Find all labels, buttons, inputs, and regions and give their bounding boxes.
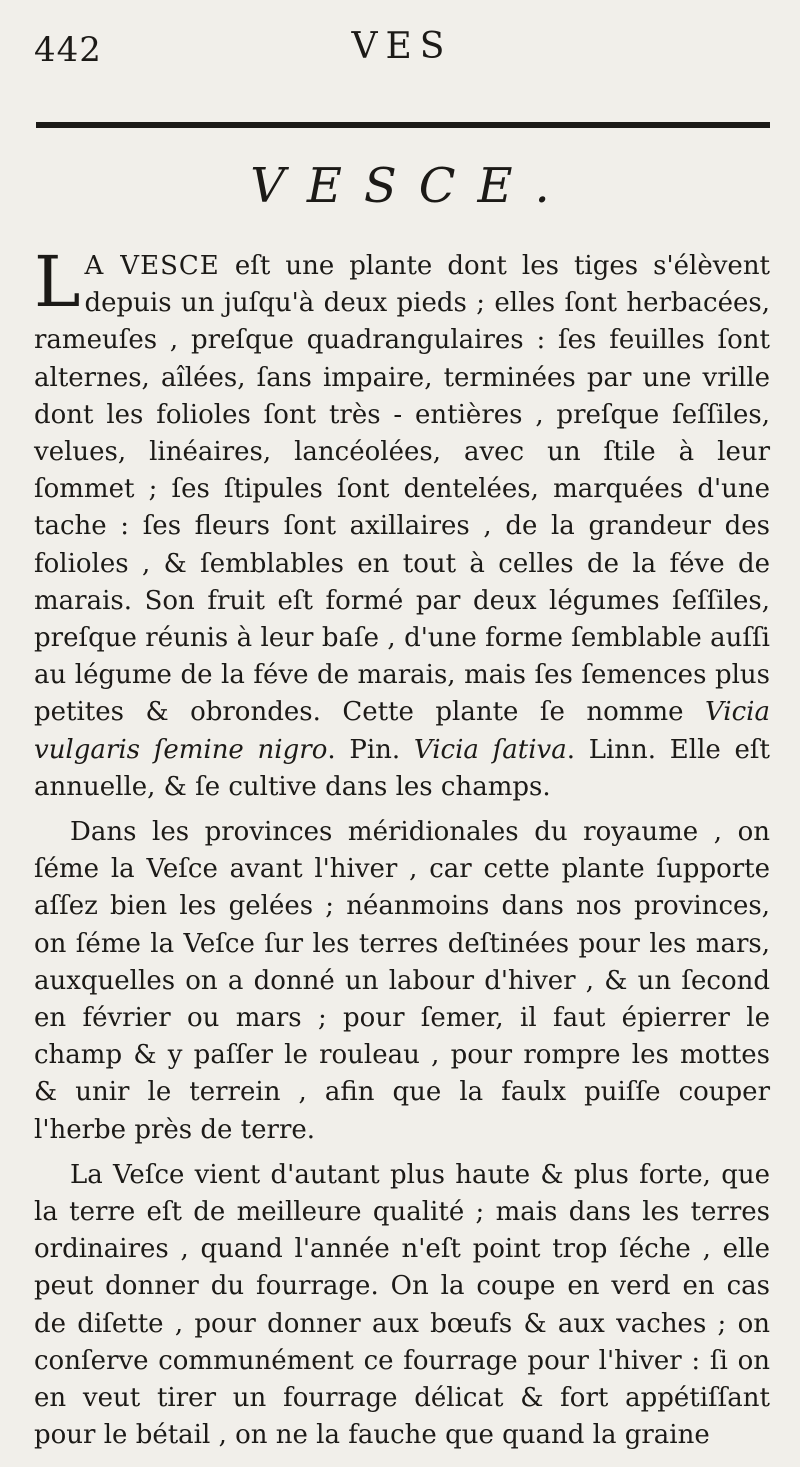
- paragraph-1-text-a: eſt une plante dont les tiges s'élèvent depuis un juſqu'à deux pieds ; elles ſont herbacées, rameuſes , preſque quadrangulaires : ſes feuilles ſont alternes, aîlées, ſans impaire, terminées par une vrille dont les folioles ſont très - entières , preſque ſeſſiles, velues, linéaires, lancéolées, avec un ſtile à leur ſommet ; ſes ſtipules ſont dentelées, marquées d'une tache : ſes fleurs ſont axillaires , de la grandeur des folioles , & ſemblables en tout à celles de la féve de marais. Son fruit eſt formé par deux légumes ſeſſiles, preſque réunis à leur baſe , d'une forme ſemblable auſſi au légume de la féve de marais, mais ſes ſemences plus petites & obrondes. Cette plante ſe nomme: [34, 251, 771, 728]
- paragraph-1: [34, 241, 771, 806]
- header-rule: [36, 122, 770, 128]
- page-number: 442: [34, 30, 102, 70]
- article-title: VESCE.: [250, 158, 572, 214]
- paragraph-2: Dans les provinces méridionales du royaume , on ſéme la Veſce avant l'hiver , car cette plante ſupporte aſſez bien les gelées ; néanmoins dans nos provinces, on ſéme la Veſce ſur les terres deſtinées pour les mars, auxquelles on a donné un labour d'hiver , & un ſecond en février ou mars ; pour ſemer, il faut épierrer le champ & y paſſer le rouleau , pour rompre les mottes & unir le terrein , afin que la faulx puiſſe couper l'herbe près de terre.: [34, 817, 770, 1145]
- drop-cap: L: [34, 241, 81, 323]
- page-header: [34, 22, 770, 72]
- latin-name-1: Vicia vulgaris ſemine nigro: [34, 697, 770, 765]
- paragraph-3: La Veſce vient d'autant plus haute & plus forte, que la terre eſt de meilleure qualité ; mais dans les terres ordinaires , quand l'année n'eſt point trop ſéche , elle peut donner du fourrage. On la coupe en verd en cas de diſette , pour donner aux bœufs & aux vaches ; on conſerve communément ce fourrage pour l'hiver : ſi on en veut tirer un fourrage délicat & fort appétiſſant pour le bétail , on ne la fauche que quand la graine: [34, 1159, 770, 1451]
- lead-word: A VESCE: [84, 251, 220, 281]
- article-body: [34, 214, 770, 1455]
- running-head: VES: [351, 26, 453, 67]
- paragraph-1-text-b: . Pin.: [327, 734, 414, 765]
- paragraph-1-text-c: . Linn. Elle eſt annuelle, & ſe cultive dans les champs.: [34, 734, 770, 802]
- latin-name-2: Vicia ſativa: [413, 734, 567, 765]
